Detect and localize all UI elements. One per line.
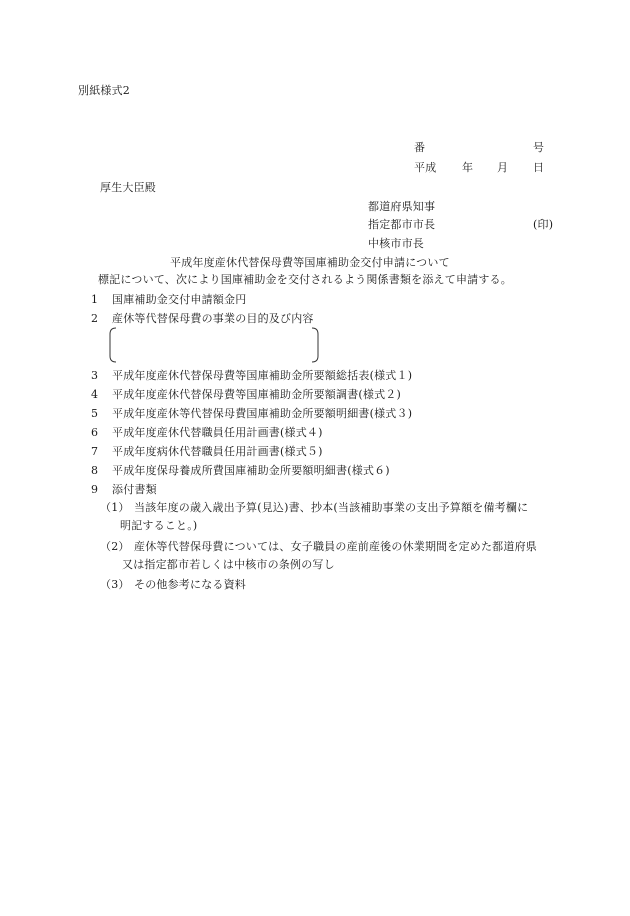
attachment-text: 当該年度の歳入歳出予算(見込)書、抄本(当該補助事業の支出予算額を備考欄に: [134, 501, 529, 514]
item-number: 7: [91, 445, 99, 458]
year-label: 年: [462, 161, 474, 174]
attachment-text-cont: 明記すること。): [120, 519, 198, 532]
item-number: 2: [91, 312, 99, 325]
attachment-text-cont: 又は指定都市若しくは中核市の条例の写し: [122, 558, 335, 571]
era-label: 平成: [414, 161, 437, 174]
month-label: 月: [497, 161, 509, 174]
attachment-number: （3）: [100, 578, 130, 591]
day-label: 日: [533, 161, 545, 174]
item-number: 9: [91, 483, 99, 496]
item-text: 平成年度産休等代替保母費国庫補助金所要額明細書(様式３): [112, 407, 413, 420]
issue-label: 号: [533, 141, 545, 154]
item-text: 平成年度産休代替職員任用計画書(様式４): [112, 426, 323, 439]
attachment-text: その他参考になる資料: [134, 578, 246, 591]
item-text: 平成年度病休代替職員任用計画書(様式５): [112, 445, 323, 458]
item-text: 添付書類: [112, 483, 157, 496]
number-label: 番: [414, 141, 426, 154]
addressee: 厚生大臣殿: [100, 181, 156, 194]
item-number: 6: [91, 426, 99, 439]
item-number: 3: [91, 369, 99, 382]
form-label: 別紙様式2: [78, 84, 130, 97]
item-number: 8: [91, 464, 99, 477]
applicant-designated-city-mayor: 指定都市市長: [368, 218, 436, 231]
attachment-text: 産休等代替保母費については、女子職員の産前産後の休業期間を定めた都道府県: [134, 540, 537, 553]
attachment-number: （2）: [100, 540, 130, 553]
item-text: 平成年度産休代替保母費等国庫補助金所要額調書(様式２): [112, 388, 401, 401]
item-number: 4: [91, 388, 99, 401]
item-text: 国庫補助金交付申請額金円: [112, 293, 247, 306]
content-bracket-box: [108, 327, 320, 363]
applicant-governor: 都道府県知事: [368, 200, 436, 213]
applicant-core-city-mayor: 中核市市長: [368, 237, 424, 250]
item-text: 平成年度保母養成所費国庫補助金所要額明細書(様式６): [112, 464, 390, 477]
item-number: 5: [91, 407, 99, 420]
item-number: 1: [91, 293, 99, 306]
document-title: 平成年度産休代替保母費等国庫補助金交付申請について: [170, 256, 450, 269]
item-text: 平成年度産休代替保母費等国庫補助金所要額総括表(様式１): [112, 369, 413, 382]
intro-text: 標記について、次により国庫補助金を交付されるよう関係書類を添えて申請する。: [98, 273, 512, 286]
attachment-number: （1）: [100, 501, 130, 514]
seal-mark: (印): [533, 218, 554, 231]
item-text: 産休等代替保母費の事業の目的及び内容: [112, 312, 314, 325]
